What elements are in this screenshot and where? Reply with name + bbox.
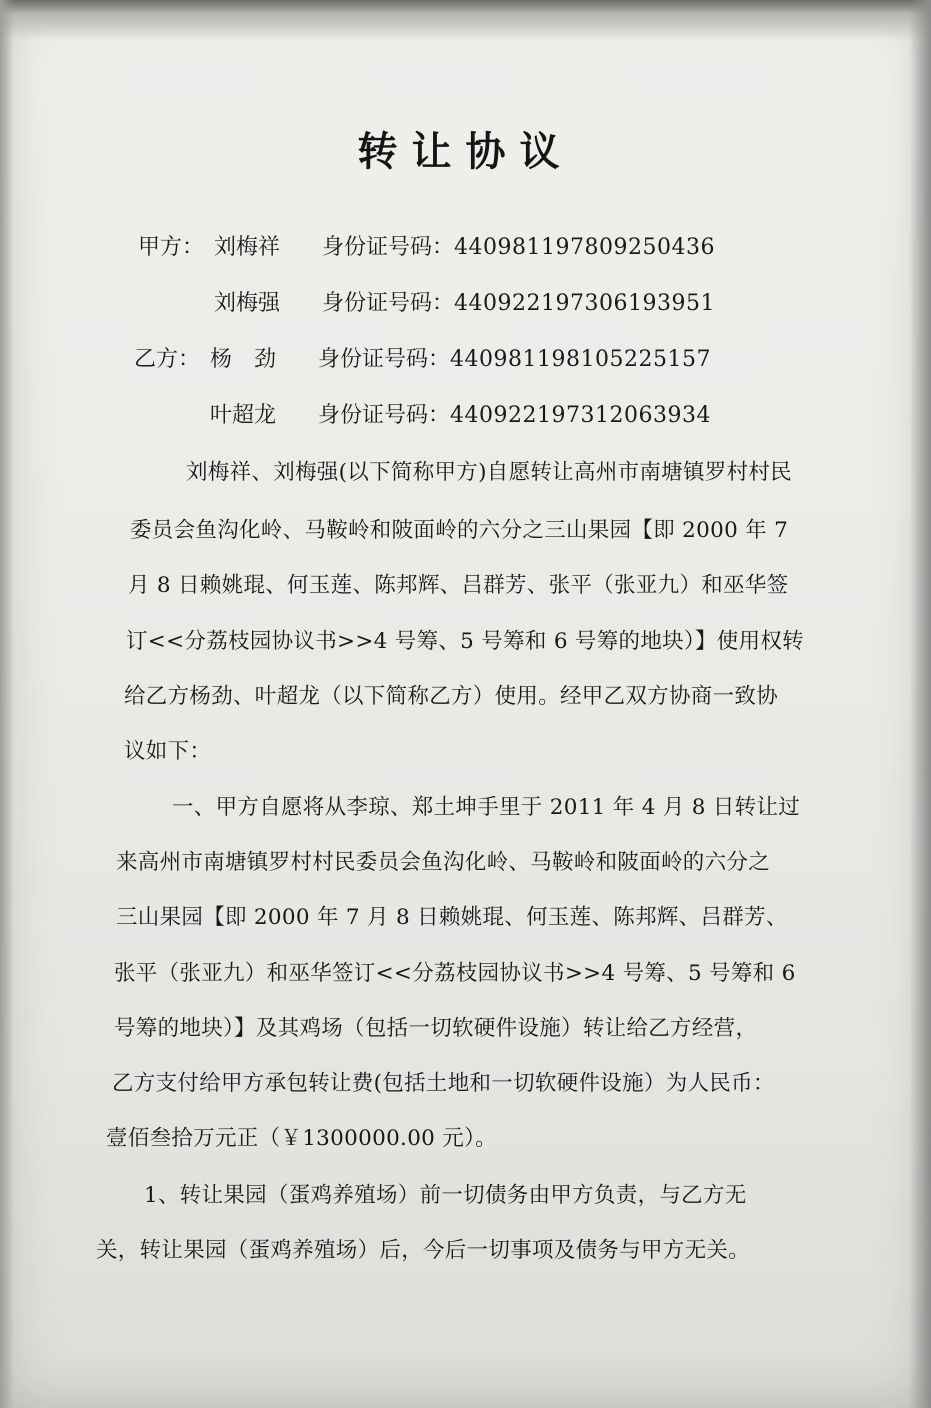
page-shadow-top [0,0,931,40]
body-line: 一、甲方自愿将从李琼、郑土坤手里于 2011 年 4 月 8 日转让过 [172,795,801,820]
body-line: 三山果园【即 2000 年 7 月 8 日赖姚琨、何玉莲、陈邦辉、吕群芳、 [116,905,788,930]
party-name: 叶超龙 [210,403,277,428]
id-label: 身份证号码： [318,347,451,372]
party-b-row-2 [134,398,711,429]
party-b-row-1 [134,342,711,373]
body-line: 议如下： [124,739,212,764]
body-line: 给乙方杨劲、叶超龙（以下简称乙方）使用。经甲乙双方协商一致协 [124,684,779,709]
id-number: 440922197306193951 [454,291,715,316]
body-line: 订<<分荔枝园协议书>>4 号筹、5 号筹和 6 号筹的地块）】使用权转 [126,629,804,654]
body-line: 来高州市南塘镇罗村村民委员会鱼沟化岭、马鞍岭和陂面岭的六分之 [116,850,771,875]
party-label: 甲方： [138,235,205,260]
body-line: 张平（张亚九）和巫华签订<<分荔枝园协议书>>4 号筹、5 号筹和 6 [114,961,796,986]
body-line: 壹佰叁拾万元正（￥1300000.00 元）。 [106,1126,497,1151]
id-number: 440981198105225157 [450,347,711,372]
body-line: 月 8 日赖姚琨、何玉莲、陈邦辉、吕群芳、张平（张亚九）和巫华签 [128,573,789,598]
party-a-row-1 [138,230,715,261]
body-line: 乙方支付给甲方承包转让费(包括土地和一切软硬件设施）为人民币： [112,1071,775,1096]
document-title: 转让协议 [357,128,574,175]
page-shadow-left [0,0,14,1408]
page-shadow-right [909,0,931,1408]
party-a-row-2 [138,286,715,317]
id-label: 身份证号码： [318,403,451,428]
body-line: 关，转让果园（蛋鸡养殖场）后，今后一切事项及债务与甲方无关。 [96,1238,751,1263]
party-label: 乙方： [134,347,201,372]
body-line: 刘梅祥、刘梅强(以下简称甲方)自愿转让高州市南塘镇罗村村民 [186,460,792,485]
party-name: 刘梅强 [214,291,281,316]
id-label: 身份证号码： [322,291,455,316]
body-line: 委员会鱼沟化岭、马鞍岭和陂面岭的六分之三山果园【即 2000 年 7 [130,518,789,543]
body-line: 1、转让果园（蛋鸡养殖场）前一切债务由甲方负责，与乙方无 [144,1183,747,1208]
body-line: 号筹的地块）】及其鸡场（包括一切软硬件设施）转让给乙方经营， [114,1016,758,1041]
id-label: 身份证号码： [322,235,455,260]
party-name: 刘梅祥 [214,235,281,260]
id-number: 440922197312063934 [450,403,711,428]
id-number: 440981197809250436 [454,235,715,260]
party-name: 杨 劲 [210,347,277,372]
